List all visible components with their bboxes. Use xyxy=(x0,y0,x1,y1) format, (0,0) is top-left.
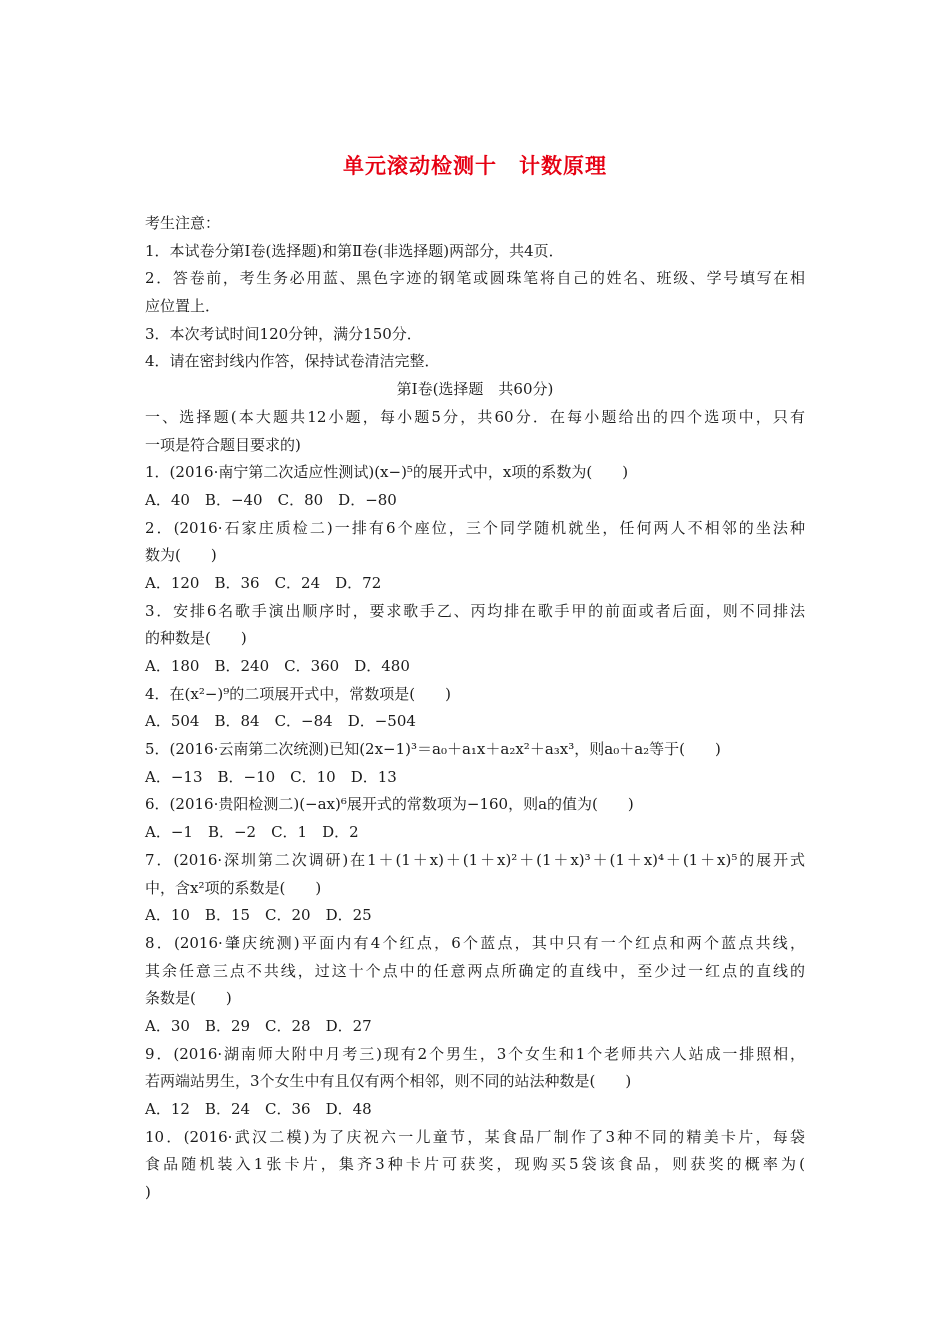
question-2-options: A．120 B．36 C．24 D．72 xyxy=(145,573,382,592)
section-heading: 第Ⅰ卷(选择题 共60分) xyxy=(396,380,554,399)
question-1: 1．(2016·南宁第二次适应性测试)(x−)⁵的展开式中，x项的系数为( ) xyxy=(145,463,629,482)
notice-item: 2．答卷前，考生务必用蓝、黑色字迹的钢笔或圆珠笔将自己的姓名、班级、学号填写在相 xyxy=(145,269,805,288)
notice-item: 1．本试卷分第Ⅰ卷(选择题)和第Ⅱ卷(非选择题)两部分，共4页． xyxy=(145,241,564,260)
question-3: 3．安排6名歌手演出顺序时，要求歌手乙、丙均排在歌手甲的前面或者后面，则不同排法 xyxy=(145,601,805,620)
question-5: 5．(2016·云南第二次统测)已知(2x−1)³＝a₀＋a₁x＋a₂x²＋a₃x³，则a₀＋a₂等于( ) xyxy=(145,740,721,759)
question-9-cont: 若两端站男生，3个女生中有且仅有两个相邻，则不同的站法种数是( ) xyxy=(145,1072,632,1091)
question-10-cont: ) xyxy=(145,1183,151,1202)
question-2: 2．(2016·石家庄质检二)一排有6个座位，三个同学随机就坐，任何两人不相邻的坐法种 xyxy=(145,518,805,537)
section-instructions-cont: 一项是符合题目要求的) xyxy=(145,435,301,454)
question-8: 8．(2016·肇庆统测)平面内有4个红点，6个蓝点，其中只有一个红点和两个蓝点共线， xyxy=(145,933,805,952)
page-title: 单元滚动检测十 计数原理 xyxy=(343,154,607,178)
question-6: 6．(2016·贵阳检测二)(−ax)⁶展开式的常数项为−160，则a的值为( ) xyxy=(145,795,634,814)
question-8-cont: 其余任意三点不共线，过这十个点中的任意两点所确定的直线中，至少过一红点的直线的 xyxy=(145,961,805,980)
question-8-cont: 条数是( ) xyxy=(145,989,232,1008)
question-6-options: A．−1 B．−2 C．1 D．2 xyxy=(145,823,359,842)
question-2-cont: 数为( ) xyxy=(145,546,217,565)
question-7: 7．(2016·深圳第二次调研)在1＋(1＋x)＋(1＋x)²＋(1＋x)³＋(1＋x)⁴＋(1＋x)⁵的展开式 xyxy=(145,850,805,869)
question-1-options: A．40 B．−40 C．80 D．−80 xyxy=(145,490,397,509)
notice-item: 4．请在密封线内作答，保持试卷清洁完整． xyxy=(145,352,440,371)
question-3-options: A．180 B．240 C．360 D．480 xyxy=(145,657,410,675)
question-8-options: A．30 B．29 C．28 D．27 xyxy=(145,1016,372,1035)
question-9-options: A．12 B．24 C．36 D．48 xyxy=(145,1100,372,1118)
exam-content xyxy=(145,210,805,1207)
question-7-cont: 中，含x²项的系数是( ) xyxy=(145,878,322,897)
question-3-cont: 的种数是( ) xyxy=(145,629,247,648)
question-4: 4．在(x²−)⁹的二项展开式中，常数项是( ) xyxy=(145,684,452,703)
question-10: 10．(2016·武汉二模)为了庆祝六一儿童节，某食品厂制作了3种不同的精美卡片，每袋 xyxy=(145,1127,805,1146)
question-10-cont: 食品随机装入1张卡片，集齐3种卡片可获奖，现购买5袋该食品，则获奖的概率为( xyxy=(145,1155,805,1174)
notice-item-cont: 应位置上． xyxy=(145,297,221,316)
question-4-options: A．504 B．84 C．−84 D．−504 xyxy=(145,712,416,731)
question-9: 9．(2016·湖南师大附中月考三)现有2个男生，3个女生和1个老师共六人站成一排照相， xyxy=(145,1044,805,1063)
notice-heading: 考生注意： xyxy=(145,214,221,232)
question-7-options: A．10 B．15 C．20 D．25 xyxy=(145,906,372,925)
question-5-options: A．−13 B．−10 C．10 D．13 xyxy=(145,767,397,786)
notice-item: 3．本次考试时间120分钟，满分150分． xyxy=(145,324,422,343)
section-instructions: 一、选择题(本大题共12小题，每小题5分，共60分．在每小题给出的四个选项中，只有 xyxy=(145,407,805,426)
